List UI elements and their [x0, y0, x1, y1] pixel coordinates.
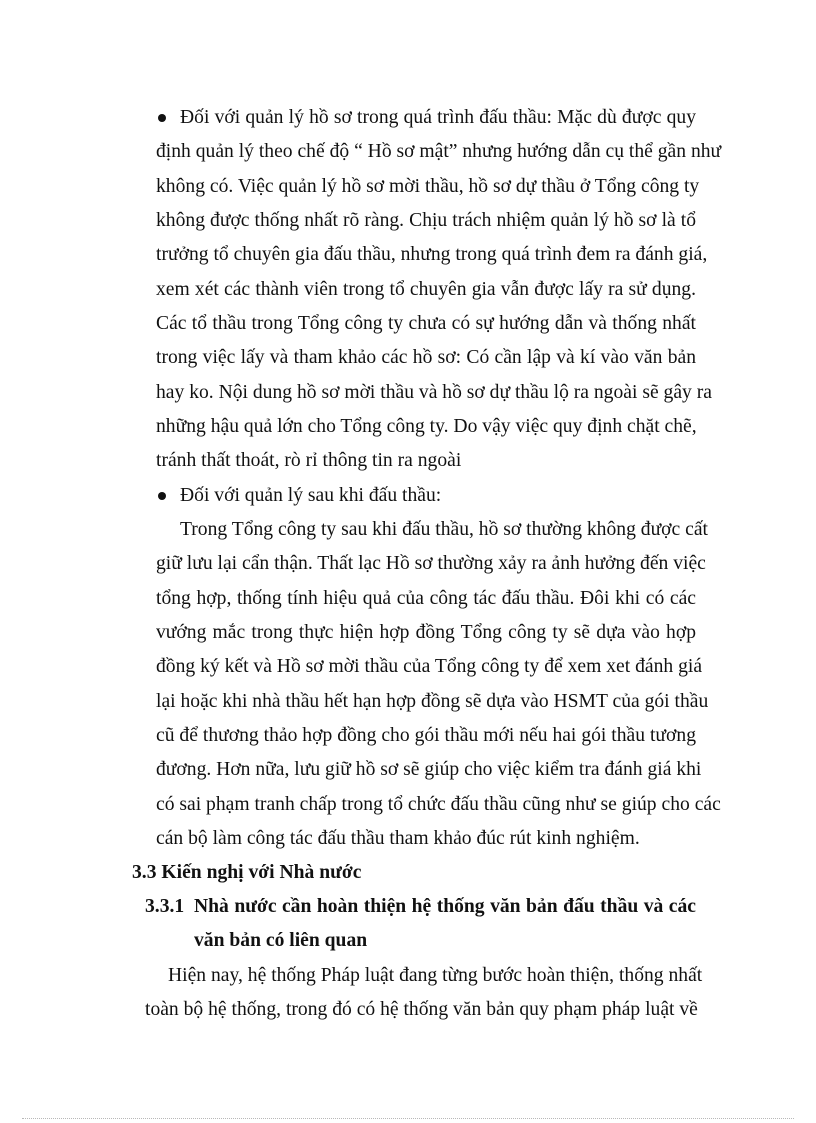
- bullet-1-line: trưởng tổ chuyên gia đấu thầu, nhưng trong quá trình đem ra đánh giá,: [156, 244, 708, 265]
- bullet-1-line: không được thống nhất rõ ràng. Chịu trách nhiệm quản lý hồ sơ là tổ: [156, 210, 696, 231]
- bullet-2-line: cán bộ làm công tác đấu thầu tham khảo đúc rút kinh nghiệm.: [156, 828, 640, 849]
- body-line: toàn bộ hệ thống, trong đó có hệ thống văn bản quy phạm pháp luật về: [145, 999, 698, 1020]
- subsection-title-line: văn bản có liên quan: [194, 930, 368, 951]
- bullet-2-line: có sai phạm tranh chấp trong tổ chức đấu thầu cũng như se giúp cho các: [156, 794, 721, 815]
- bullet-2-dot: [158, 492, 166, 500]
- bullet-2-line: vướng mắc trong thực hiện hợp đồng Tổng công ty sẽ dựa vào hợp: [156, 622, 696, 643]
- bullet-2-line: tổng hợp, thống tính hiệu quả của công tác đấu thầu. Đôi khi có các: [156, 588, 696, 609]
- bullet-2-heading: Đối với quản lý sau khi đấu thầu:: [180, 485, 442, 506]
- bullet-1-line: không có. Việc quản lý hồ sơ mời thầu, hồ sơ dự thầu ở Tổng công ty: [156, 176, 700, 197]
- bullet-1-line: những hậu quả lớn cho Tổng công ty. Do vậy việc quy định chặt chẽ,: [156, 416, 697, 437]
- bullet-2-line: lại hoặc khi nhà thầu hết hạn hợp đồng sẽ dựa vào HSMT của gói thầu: [156, 691, 709, 712]
- bullet-1-line: Đối với quản lý hồ sơ trong quá trình đấu thầu: Mặc dù được quy: [180, 107, 696, 128]
- bullet-2-line: Trong Tổng công ty sau khi đấu thầu, hồ sơ thường không được cất: [180, 519, 708, 540]
- subsection-number: 3.3.1: [145, 896, 185, 917]
- bullet-1-line: tránh thất thoát, rò rỉ thông tin ra ngoài: [156, 450, 462, 471]
- bullet-1-line: Các tổ thầu trong Tổng công ty chưa có sự hướng dẫn và thống nhất: [156, 313, 696, 334]
- bullet-1-line: trong việc lấy và tham khảo các hồ sơ: Có cần lập và kí vào văn bản: [156, 347, 696, 368]
- body-line: Hiện nay, hệ thống Pháp luật đang từng bước hoàn thiện, thống nhất: [168, 965, 703, 986]
- bullet-2-line: giữ lưu lại cẩn thận. Thất lạc Hồ sơ thường xảy ra ảnh hưởng đến việc: [156, 553, 706, 574]
- bullet-1-line: định quản lý theo chế độ “ Hồ sơ mật” nhưng hướng dẫn cụ thể gần như: [156, 141, 722, 162]
- page-bottom-rule: [22, 1118, 794, 1119]
- bullet-2-line: cũ để thương thảo hợp đồng cho gói thầu mới nếu hai gói thầu tương: [156, 725, 696, 746]
- section-heading: 3.3 Kiến nghị với Nhà nước: [132, 862, 362, 883]
- bullet-2-line: đồng ký kết và Hồ sơ mời thầu của Tổng công ty để xem xet đánh giá: [156, 656, 703, 677]
- bullet-1-dot: [158, 114, 166, 122]
- subsection-title-line: Nhà nước cần hoàn thiện hệ thống văn bản đấu thầu và các: [194, 896, 696, 917]
- bullet-1-line: hay ko. Nội dung hồ sơ mời thầu và hồ sơ dự thầu lộ ra ngoài sẽ gây ra: [156, 382, 712, 403]
- bullet-2-line: đương. Hơn nữa, lưu giữ hồ sơ sẽ giúp cho việc kiểm tra đánh giá khi: [156, 759, 702, 780]
- bullet-1-line: xem xét các thành viên trong tổ chuyên gia vẫn được lấy ra sử dụng.: [156, 279, 696, 300]
